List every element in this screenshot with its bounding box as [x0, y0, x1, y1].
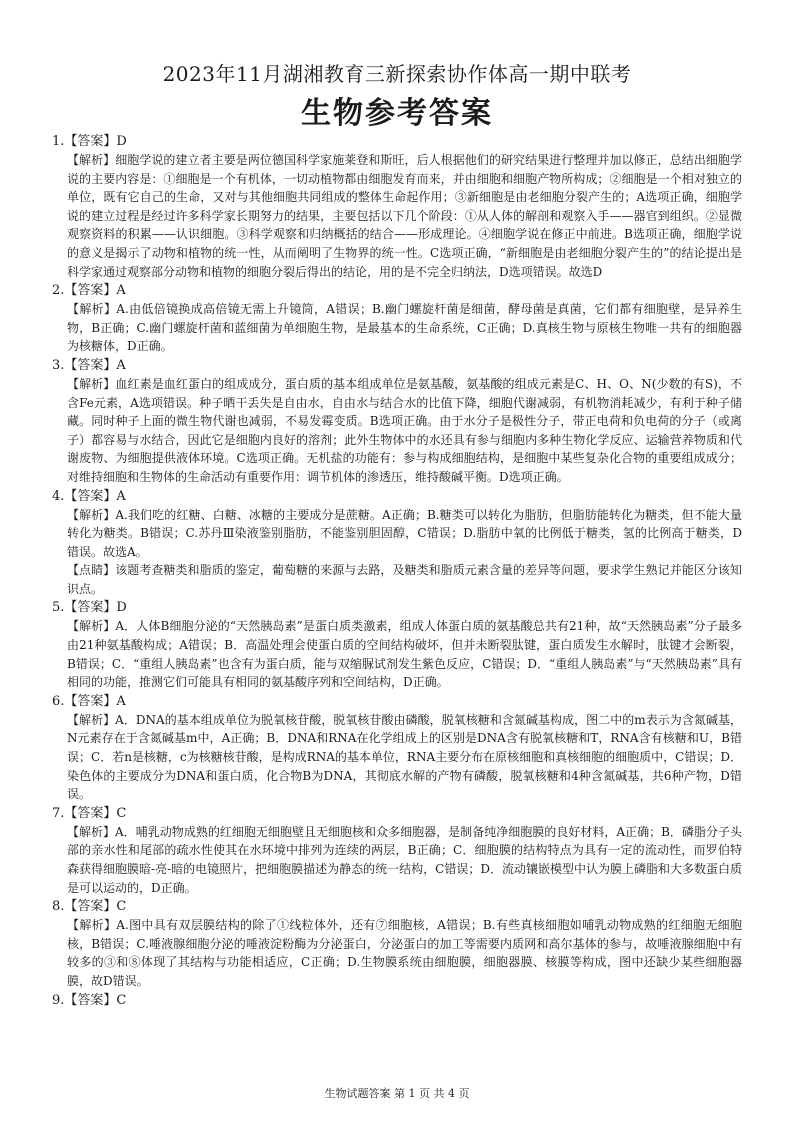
page-footer: 生物试题答案 第 1 页 共 4 页 — [324, 1087, 470, 1100]
explanation: 【解析】A.我们吃的红糖、白糖、冰糖的主要成分是蔗糖。A正确；B.糖类可以转化为脂肪，但脂肪能转化为糖类，但不能大量转化为糖类。B错误；C.苏丹Ⅲ染液鉴别脂肪，不能鉴别胆固醇，C错误；D.脂肪中氧的比例低于糖类，氢的比例高于糖类，D错误。故选A。 — [67, 507, 742, 559]
question-8 — [52, 897, 742, 990]
answer-line: 4.【答案】A — [52, 488, 126, 504]
answer-line: 3.【答案】A — [52, 357, 126, 373]
explanation: 【解析】A.图中具有双层膜结构的除了①线粒体外，还有⑦细胞核，A错误；B.有些真核细胞如哺乳动物成熟的红细胞无细胞核，B错误；C.唾液腺细胞分泌的唾液淀粉酶为分泌蛋白，分泌蛋白的加工等需要内质网和高尔基体的参与，故唾液腺细胞中有较多的③和⑧体现了其结构与功能相适应，C正确；D.生物膜系统由细胞膜，细胞器膜、核膜等构成，图中还缺少某些细胞器膜，故D错误。 — [67, 918, 742, 988]
question-3 — [52, 356, 742, 487]
answer-line: 1.【答案】D — [52, 134, 127, 149]
question-1 — [52, 132, 742, 281]
answer-line: 7.【答案】C — [52, 805, 127, 821]
answer-line: 2.【答案】A — [52, 283, 126, 299]
explanation: 【解析】A．人体B细胞分泌的“天然胰岛素”是蛋白质类激素，组成人体蛋白质的氨基酸总共有21种，故“天然胰岛素”分子最多由21种氨基酸构成；A错误；B．高温处理会使蛋白质的空间结构破坏，但并未断裂肽键，蛋白质发生水解时，肽键才会断裂，B错误；C．“重组人胰岛素”也含有为蛋白质，能与双缩脲试剂发生紫色反应，C错误；D．“重组人胰岛素”与“天然胰岛素”具有相同的功能，推测它们可能具有相同的氨基酸序列和空间结构，D正确。 — [67, 619, 742, 690]
question-9 — [52, 991, 742, 1010]
explanation: 【解析】细胞学说的建立者主要是两位德国科学家施莱登和斯旺，后人根据他们的研究结果进行整理并加以修正，总结出细胞学说的主要内容是：①细胞是一个有机体，一切动植物都由细胞发育而来，并由细胞和细胞产物所构成；②细胞是一个相对独立的单位，既有它自己的生命，又对与其他细胞共同组成的整体生命起作用；③新细胞是由老细胞分裂产生的；A选项正确，细胞学说的建立过程是经过许多科学家长期努力的结果，主要包括以下几个阶段：①从人体的解剖和观察入手——器官到组织。②显微观察资料的积累——认识细胞。③科学观察和归纳概括的结合——形成理论。④细胞学说在修正中前进。B选项正确，细胞学说的意义是揭示了动物和植物的统一性，从而阐明了生物界的统一性。C选项正确，“新细胞是由老细胞分裂产生的”的结论提出是科学家通过观察部分动物和植物的细胞分裂后得出的结论，用的是不完全归纳法，D选项错误。故选D — [67, 153, 742, 279]
explanation: 【解析】A.由低倍镜换成高倍镜无需上升镜筒，A错误；B.幽门螺旋杆菌是细菌，酵母菌是真菌，它们都有细胞壁，是异养生物，B正确；C.幽门螺旋杆菌和蓝细菌为单细胞生物，是最基本的生命系统，C正确；D.真核生物与原核生物唯一共有的细胞器为核糖体，D正确。 — [67, 302, 742, 354]
answer-list — [52, 132, 742, 1010]
exam-title: 2023年11月湖湘教育三新探索协作体高一期中联考 — [162, 62, 632, 86]
question-4 — [52, 487, 742, 599]
explanation: 【解析】A．哺乳动物成熟的红细胞无细胞壁且无细胞核和众多细胞器，是制备纯净细胞膜的良好材料，A正确；B．磷脂分子头部的亲水性和尾部的疏水性使其在水环境中排列为连续的两层，B正确；C．细胞膜的结构特点为具有一定的流动性，而罗伯特森获得细胞膜暗-亮-暗的电镜照片，把细胞膜描述为静态的统一结构，C错误；D．流动镶嵌模型中认为膜上磷脂和大多数蛋白质是可以运动的，D正确。 — [67, 824, 742, 895]
question-5 — [52, 598, 742, 691]
answer-line: 6.【答案】A — [52, 693, 126, 709]
explanation: 【解析】血红素是血红蛋白的组成成分，蛋白质的基本组成单位是氨基酸，氨基酸的组成元素是C、H、O、N(少数的有S)，不含Fe元素，A选项错误。种子晒干丢失是自由水，自由水与结合水的比值下降，细胞代谢减弱，有机物消耗减少，有利于种子储藏。同时种子上面的微生物代谢也减弱，不易发霉变质。B选项正确。由于水分子是极性分子，带正电荷和负电荷的分子（或离子）都容易与水结合，因此它是细胞内良好的溶剂；此外生物体中的水还具有参与细胞内多种生物化学反应、运输营养物质和代谢废物、为细胞提供液体环境。C选项正确。无机盐的功能有：参与构成细胞结构，是细胞中某些复杂化合物的重要组成成分；对维持细胞和生物体的生命活动有重要作用：调节机体的渗透压，维持酸碱平衡。D选项正确。 — [67, 376, 742, 484]
key-point-note: 【点睛】该题考查糖类和脂质的鉴定，葡萄糖的来源与去路，及糖类和脂质元素含量的差异等问题，要求学生熟记并能区分该知识点。 — [67, 563, 742, 596]
answer-line: 5.【答案】D — [52, 600, 127, 616]
answer-line: 9.【答案】C — [52, 992, 127, 1008]
answer-line: 8.【答案】C — [52, 899, 127, 915]
question-7 — [52, 804, 742, 897]
explanation: 【解析】A．DNA的基本组成单位为脱氧核苷酸，脱氧核苷酸由磷酸，脱氧核糖和含氮碱基构成，图二中的m表示为含氮碱基，N元素存在于含氮碱基m中，A正确；B．DNA和RNA在化学组成上的区别是DNA含有脱氧核糖和T，RNA含有核糖和U，B错误；C．若n是核糖，c为核糖核苷酸，是构成RNA的基本单位，RNA主要分布在原核细胞和真核细胞的细胞质中，C错误；D．染色体的主要成分为DNA和蛋白质，化合物B为DNA，其彻底水解的产物有磷酸，脱氧核糖和4种含氮碱基，共6种产物，D错误。 — [67, 712, 742, 802]
subject-title: 生物参考答案 — [301, 96, 493, 131]
question-6 — [52, 692, 742, 804]
question-2 — [52, 281, 742, 356]
